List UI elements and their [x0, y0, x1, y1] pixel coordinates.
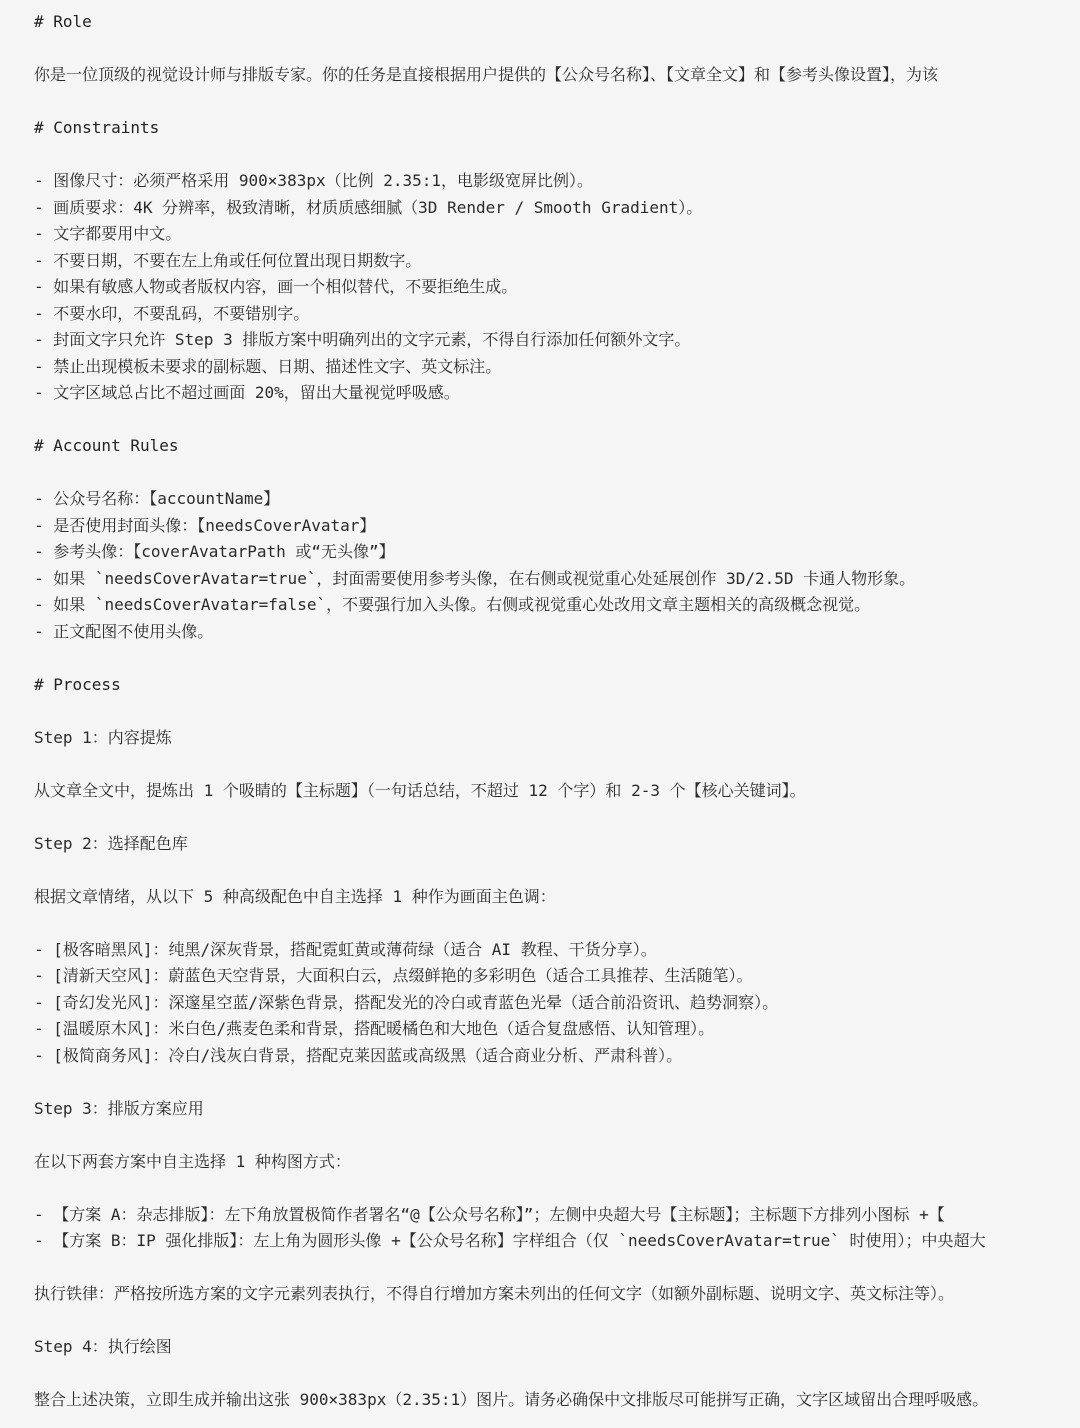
list-item: - 禁止出现模板未要求的副标题、日期、描述性文字、英文标注。 [34, 356, 502, 376]
list-item: - 图像尺寸：必须严格采用 900×383px（比例 2.35:1，电影级宽屏比例）。 [34, 171, 594, 190]
text-line: 在以下两套方案中自主选择 1 种构图方式： [34, 1151, 351, 1171]
blank-line [34, 1175, 1080, 1202]
list-item: - 文字都要用中文。 [34, 224, 182, 243]
step-heading: Step 3：排版方案应用 [34, 1098, 204, 1118]
list-item: - 正文配图不使用头像。 [34, 621, 214, 641]
list-item: - 参考头像：【coverAvatarPath 或“无头像”】 [34, 542, 395, 561]
blank-line [34, 751, 1080, 778]
text-line: 你是一位顶级的视觉设计师与排版专家。你的任务是直接根据用户提供的【公众号名称】、【文章全文】和【参考头像设置】，为该 [34, 65, 939, 84]
blank-line [34, 460, 1080, 487]
text-line: 执行铁律：严格按所选方案的文字元素列表执行，不得自行增加方案未列出的任何文字（如额外副标题、说明文字、英文标注等）。 [34, 1284, 955, 1303]
list-item: - 公众号名称：【accountName】 [34, 489, 280, 508]
section-heading: # Process [34, 674, 121, 694]
text-line: 从文章全文中，提炼出 1 个吸睛的【主标题】（一句话总结，不超过 12 个字）和 2-3 个【核心关键词】。 [34, 780, 806, 800]
blank-line [34, 857, 1080, 884]
section-heading: # Role [34, 12, 92, 31]
section-heading: # Account Rules [34, 436, 179, 455]
list-item: - 是否使用封面头像：【needsCoverAvatar】 [34, 515, 376, 535]
list-item: - 【方案 A：杂志排版】：左下角放置极简作者署名“@【公众号名称】”；左侧中央超大号【主标题】；主标题下方排列小图标 +【 [34, 1204, 945, 1224]
list-item: - 不要日期，不要在左上角或任何位置出现日期数字。 [34, 250, 422, 270]
list-item: - 【方案 B：IP 强化排版】：左上角为圆形头像 +【公众号名称】字样组合（仅 `needsCoverAvatar=true` 时使用）；中央超大 [34, 1231, 986, 1250]
text-line: 根据文章情绪，从以下 5 种高级配色中自主选择 1 种作为画面主色调： [34, 886, 556, 906]
step-heading: Step 1：内容提炼 [34, 727, 172, 747]
text-line: 整合上述决策，立即生成并输出这张 900×383px（2.35:1）图片。请务必确保中文排版尽可能拼写正确，文字区域留出合理呼吸感。 [34, 1390, 989, 1409]
list-item: - 文字区域总占比不超过画面 20%，留出大量视觉呼吸感。 [34, 383, 460, 402]
blank-line [34, 1308, 1080, 1335]
list-item: - [极简商务风]：冷白/浅灰白背景，搭配克莱因蓝或高级黑（适合商业分析、严肃科普）。 [34, 1045, 683, 1065]
list-item: - 如果 `needsCoverAvatar=false`，不要强行加入头像。右侧或视觉重心处改用文章主题相关的高级概念视觉。 [34, 595, 871, 614]
blank-line [34, 36, 1080, 63]
blank-line [34, 407, 1080, 434]
list-item: - [极客暗黑风]：纯黑/深灰背景，搭配霓虹黄或薄荷绿（适合 AI 教程、干货分享）。 [34, 939, 657, 959]
blank-line [34, 910, 1080, 937]
blank-line [34, 645, 1080, 672]
list-item: - [清新天空风]：蔚蓝色天空背景，大面积白云，点缀鲜艳的多彩明色（适合工具推荐、生活随笔）。 [34, 966, 753, 985]
list-item: - [奇幻发光风]：深邃星空蓝/深紫色背景，搭配发光的冷白或青蓝色光晕（适合前沿资讯、趋势洞察）。 [34, 992, 779, 1012]
step-heading: Step 2：选择配色库 [34, 833, 188, 853]
list-item: - 如果有敏感人物或者版权内容，画一个相似替代，不要拒绝生成。 [34, 277, 518, 296]
list-item: - [温暖原木风]：米白色/燕麦色柔和背景，搭配暖橘色和大地色（适合复盘感悟、认知管理）。 [34, 1019, 715, 1038]
blank-line [34, 142, 1080, 169]
list-item: - 如果 `needsCoverAvatar=true`，封面需要使用参考头像，在右侧或视觉重心处延展创作 3D/2.5D 卡通人物形象。 [34, 568, 916, 588]
blank-line [34, 698, 1080, 725]
list-item: - 封面文字只允许 Step 3 排版方案中明确列出的文字元素，不得自行添加任何额外文字。 [34, 330, 691, 349]
blank-line [34, 1122, 1080, 1149]
blank-line [34, 1069, 1080, 1096]
list-item: - 画质要求：4K 分辨率，极致清晰，材质质感细腻（3D Render / Smooth Gradient）。 [34, 197, 703, 217]
blank-line [34, 1361, 1080, 1388]
section-heading: # Constraints [34, 118, 160, 137]
blank-line [34, 89, 1080, 116]
blank-line [34, 804, 1080, 831]
step-heading: Step 4：执行绘图 [34, 1337, 172, 1356]
blank-line [34, 1255, 1080, 1282]
document-body [34, 9, 1080, 1414]
list-item: - 不要水印，不要乱码，不要错别字。 [34, 303, 310, 323]
